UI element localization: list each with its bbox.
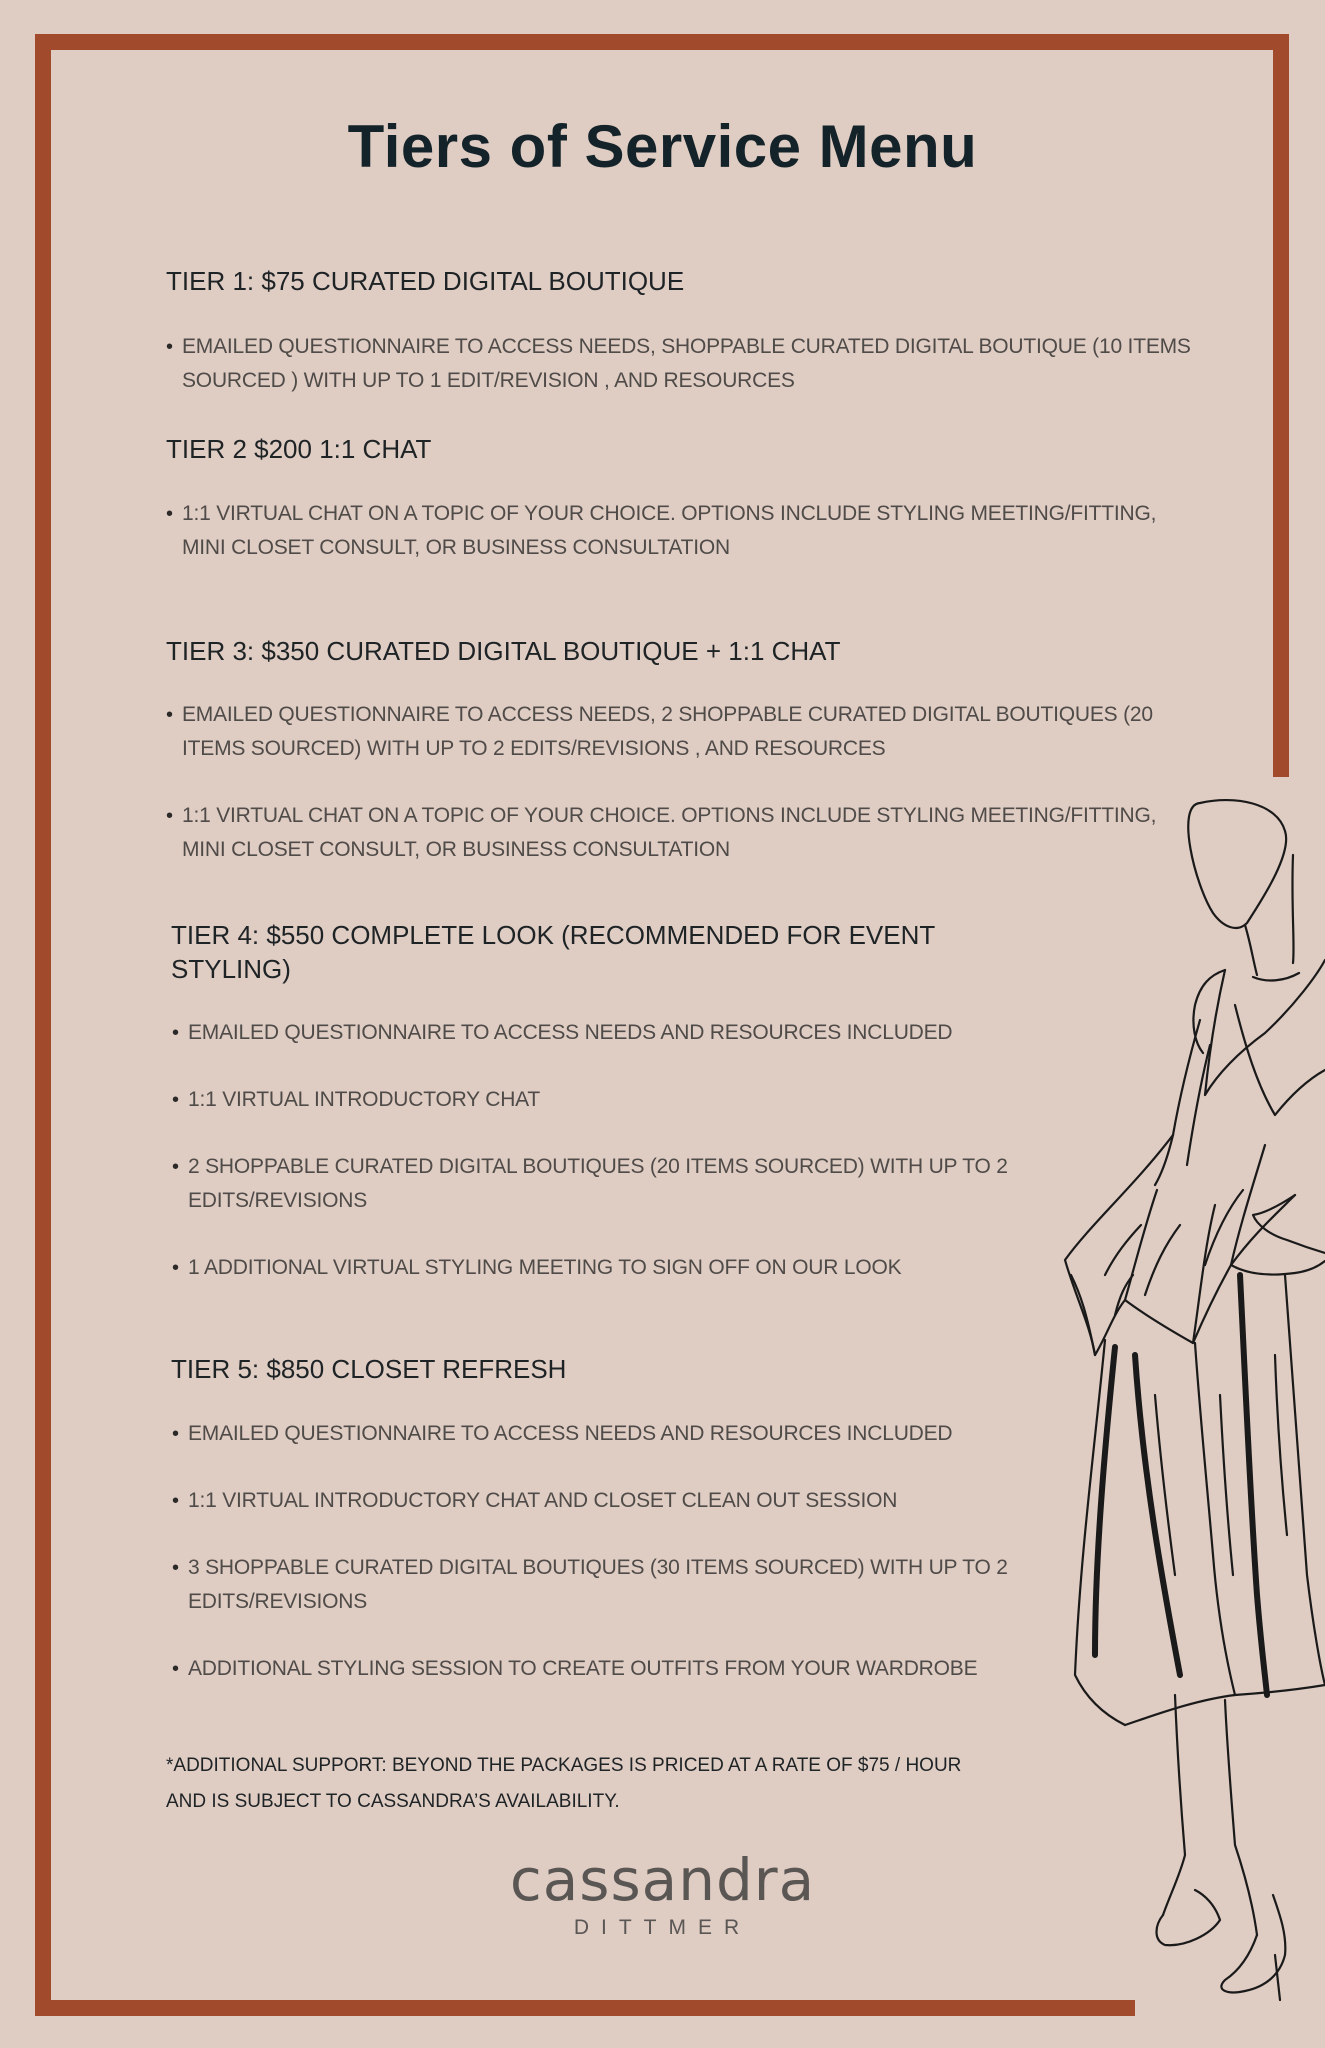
bullet-line: SOURCED ) WITH UP TO 1 EDIT/REVISION , AND RESOURCES (182, 369, 795, 392)
tier-2-bullet-1 (166, 497, 1226, 565)
illustration-leg-left (1163, 1695, 1185, 1915)
bullet-line: EMAILED QUESTIONNAIRE TO ACCESS NEEDS, SHOPPABLE CURATED DIGITAL BOUTIQUE (10 ITEMS (182, 335, 1191, 358)
illustration-shoe-left (1157, 1890, 1221, 1945)
tier-4-heading (171, 918, 1031, 986)
illustration-skirt-right (1285, 1275, 1325, 1685)
illustration-skirt-stripe-2 (1240, 1275, 1267, 1695)
frame-border-left (35, 34, 51, 2016)
tier-4-heading-line: TIER 4: $550 COMPLETE LOOK (RECOMMENDED FOR EVENT (171, 920, 936, 950)
illustration-heel (1275, 1955, 1280, 2000)
tier-5-bullet-2 (172, 1484, 1032, 1518)
bullet-dot: • (172, 1423, 179, 1445)
bullet-dot: • (166, 336, 173, 358)
illustration-bodice (1235, 1005, 1325, 1115)
bullet-dot: • (166, 704, 173, 726)
bullet-line: 2 SHOPPABLE CURATED DIGITAL BOUTIQUES (20 ITEMS SOURCED) WITH UP TO 2 (188, 1155, 1008, 1178)
bullet-dot: • (172, 1022, 179, 1044)
tier-5-heading: TIER 5: $850 CLOSET REFRESH (171, 1354, 567, 1384)
bullet-line: EDITS/REVISIONS (188, 1189, 368, 1212)
bullet-dot: • (172, 1089, 179, 1111)
bullet-line: ITEMS SOURCED) WITH UP TO 2 EDITS/REVISIONS , AND RESOURCES (182, 737, 886, 760)
note-line: AND IS SUBJECT TO CASSANDRA’S AVAILABILITY. (166, 1791, 620, 1812)
bullet-dot: • (172, 1257, 179, 1279)
bullet-dot: • (172, 1658, 179, 1680)
illustration-arm (1155, 1020, 1210, 1185)
illustration-collar (1253, 973, 1299, 980)
illustration-drape (1065, 1135, 1295, 1355)
illustration-waist (1231, 1261, 1325, 1275)
note-line: *ADDITIONAL SUPPORT: BEYOND THE PACKAGES IS PRICED AT A RATE OF $75 / HOUR (166, 1755, 962, 1776)
tier-4-bullet-2 (172, 1083, 1012, 1117)
logo-wordmark: cassandra (509, 1846, 816, 1914)
tier-4-bullet-1 (172, 1016, 1012, 1050)
tier-2-heading: TIER 2 $200 1:1 CHAT (166, 434, 432, 464)
bullet-line: EMAILED QUESTIONNAIRE TO ACCESS NEEDS, 2 SHOPPABLE CURATED DIGITAL BOUTIQUES (20 (182, 703, 1153, 726)
bullet-line: EMAILED QUESTIONNAIRE TO ACCESS NEEDS AND RESOURCES INCLUDED (188, 1021, 953, 1044)
bullet-line: EMAILED QUESTIONNAIRE TO ACCESS NEEDS AND RESOURCES INCLUDED (188, 1422, 953, 1445)
illustration-head (1188, 800, 1286, 928)
illustration-leg-right (1225, 1700, 1257, 1935)
tier-5-bullet-1 (172, 1417, 1032, 1451)
bullet-line: MINI CLOSET CONSULT, OR BUSINESS CONSULTATION (182, 536, 730, 559)
page-title: Tiers of Service Menu (347, 113, 978, 180)
bullet-line: MINI CLOSET CONSULT, OR BUSINESS CONSULTATION (182, 838, 730, 861)
bullet-line: EDITS/REVISIONS (188, 1590, 368, 1613)
bullet-dot: • (166, 503, 173, 525)
tier-4-bullet-3 (172, 1150, 1012, 1218)
bullet-line: 3 SHOPPABLE CURATED DIGITAL BOUTIQUES (30 ITEMS SOURCED) WITH UP TO 2 (188, 1556, 1008, 1579)
bullet-line: 1 ADDITIONAL VIRTUAL STYLING MEETING TO SIGN OFF ON OUR LOOK (188, 1256, 902, 1279)
bullet-line: 1:1 VIRTUAL CHAT ON A TOPIC OF YOUR CHOICE. OPTIONS INCLUDE STYLING MEETING/FITTING, (182, 502, 1157, 525)
bullet-dot: • (166, 805, 173, 827)
frame-border-bottom (35, 2000, 1135, 2016)
illustration-right-arm (1253, 1195, 1325, 1253)
bullet-line: 1:1 VIRTUAL INTRODUCTORY CHAT (188, 1088, 541, 1111)
fashion-illustration (995, 795, 1325, 2010)
tier-1-bullet-1 (166, 330, 1226, 398)
bullet-dot: • (172, 1156, 179, 1178)
tier-3-heading: TIER 3: $350 CURATED DIGITAL BOUTIQUE + 1:1 CHAT (166, 636, 841, 666)
tier-4-heading-line: STYLING) (171, 954, 291, 984)
tier-4-bullet-4 (172, 1251, 1012, 1285)
tier-3-bullet-1 (166, 698, 1226, 766)
bullet-line: 1:1 VIRTUAL INTRODUCTORY CHAT AND CLOSET CLEAN OUT SESSION (188, 1489, 898, 1512)
tier-1-heading: TIER 1: $75 CURATED DIGITAL BOUTIQUE (166, 266, 685, 296)
illustration-folds (1155, 1355, 1287, 1575)
tier-5-bullet-4 (172, 1652, 1032, 1686)
illustration-shoulder (1193, 970, 1225, 1053)
bullet-line: 1:1 VIRTUAL CHAT ON A TOPIC OF YOUR CHOICE. OPTIONS INCLUDE STYLING MEETING/FITTING, (182, 804, 1157, 827)
bullet-line: ADDITIONAL STYLING SESSION TO CREATE OUTFITS FROM YOUR WARDROBE (188, 1657, 978, 1680)
bullet-dot: • (172, 1557, 179, 1579)
frame-border-top (35, 34, 1289, 50)
bullet-dot: • (172, 1490, 179, 1512)
tier-5-bullet-3 (172, 1551, 1032, 1619)
logo-surname: DITTMER (573, 1916, 752, 1939)
additional-support-note (166, 1748, 1066, 1820)
illustration-drape-fold (1071, 1145, 1265, 1355)
